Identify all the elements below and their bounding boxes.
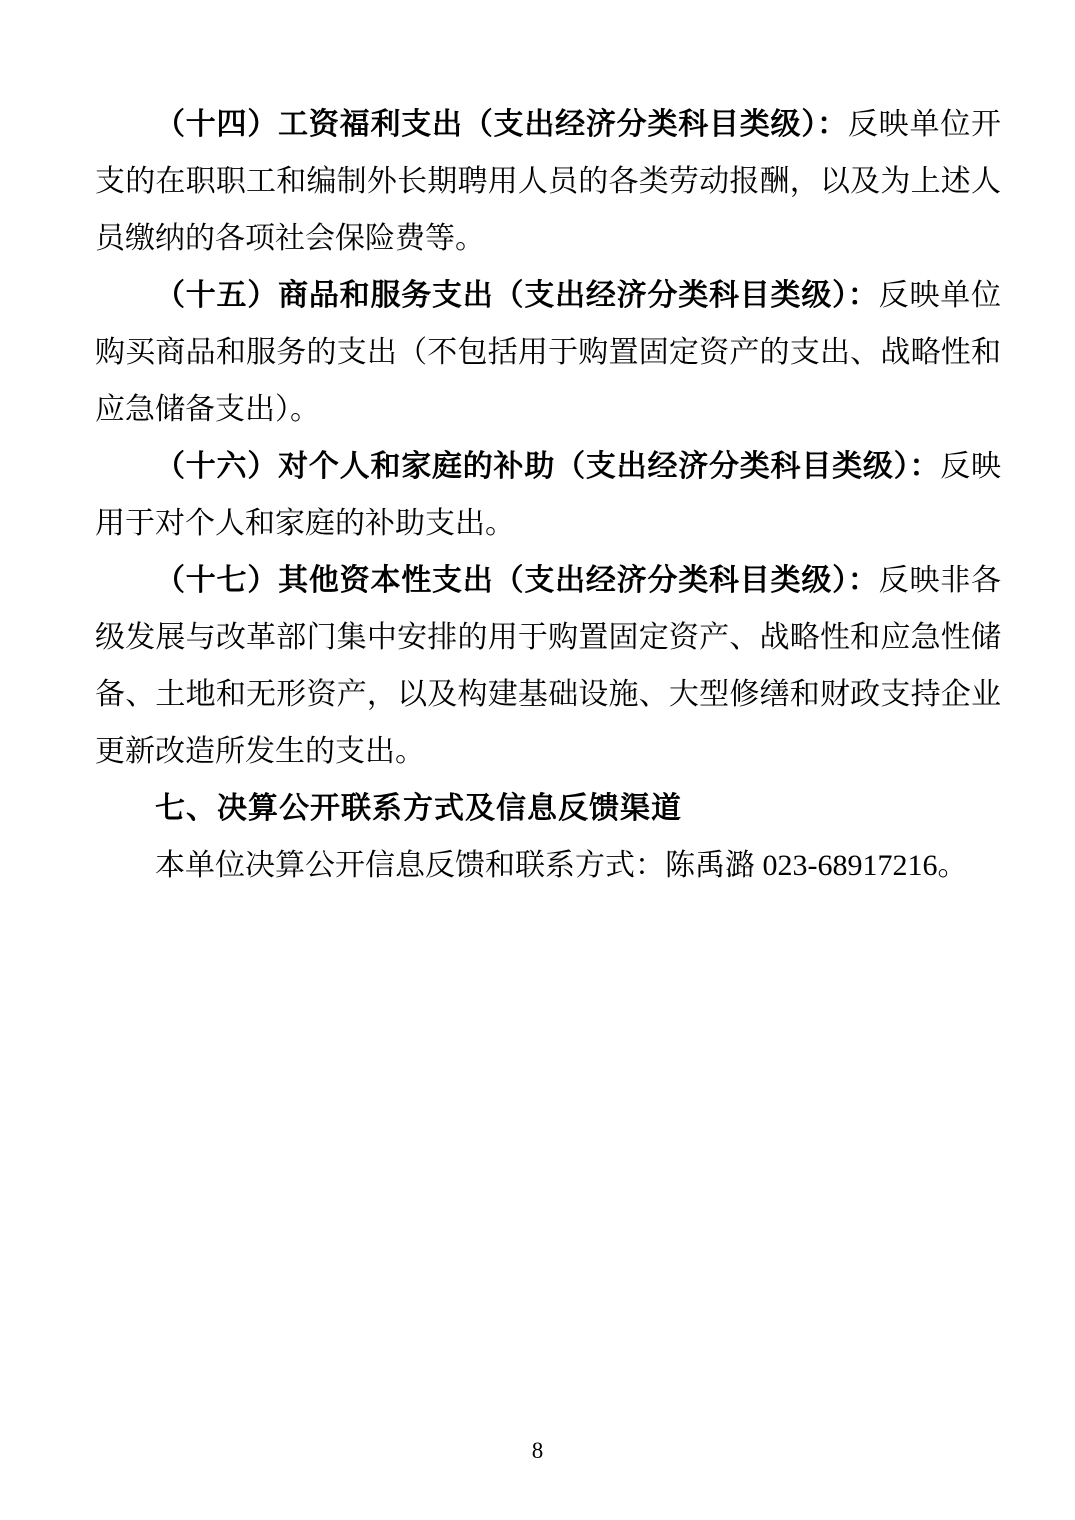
paragraph-item-17 bbox=[95, 552, 1001, 780]
contact-paragraph: 本单位决算公开信息反馈和联系方式：陈禹潞 023-68917216。 bbox=[155, 849, 968, 882]
paragraph-item-16-body: 反映用于对个人和家庭的补助支出。 bbox=[95, 450, 1002, 540]
paragraph-item-15-lead: （十五）商品和服务支出（支出经济分类科目类级）： bbox=[155, 279, 879, 312]
paragraph-item-14-lead: （十四）工资福利支出（支出经济分类科目类级）： bbox=[155, 108, 848, 141]
document-body bbox=[95, 96, 1001, 894]
paragraph-item-16-lead: （十六）对个人和家庭的补助（支出经济分类科目类级）： bbox=[155, 450, 941, 483]
page-number: 8 bbox=[531, 1438, 544, 1463]
section-heading: 七、决算公开联系方式及信息反馈渠道 bbox=[155, 792, 682, 825]
paragraph-item-16 bbox=[95, 438, 1001, 552]
paragraph-item-17-lead: （十七）其他资本性支出（支出经济分类科目类级）： bbox=[155, 564, 879, 597]
paragraph-item-17-body: 反映非各级发展与改革部门集中安排的用于购置固定资产、战略性和应急性储备、土地和无形资产，以及构建基础设施、大型修缮和财政支持企业更新改造所发生的支出。 bbox=[95, 564, 1002, 768]
paragraph-item-14 bbox=[95, 96, 1001, 267]
paragraph-item-15-body: 反映单位购买商品和服务的支出（不包括用于购置固定资产的支出、战略性和应急储备支出）。 bbox=[95, 279, 1002, 426]
paragraph-item-15 bbox=[95, 267, 1001, 438]
paragraph-item-14-body: 反映单位开支的在职职工和编制外长期聘用人员的各类劳动报酬，以及为上述人员缴纳的各项社会保险费等。 bbox=[95, 108, 1002, 255]
